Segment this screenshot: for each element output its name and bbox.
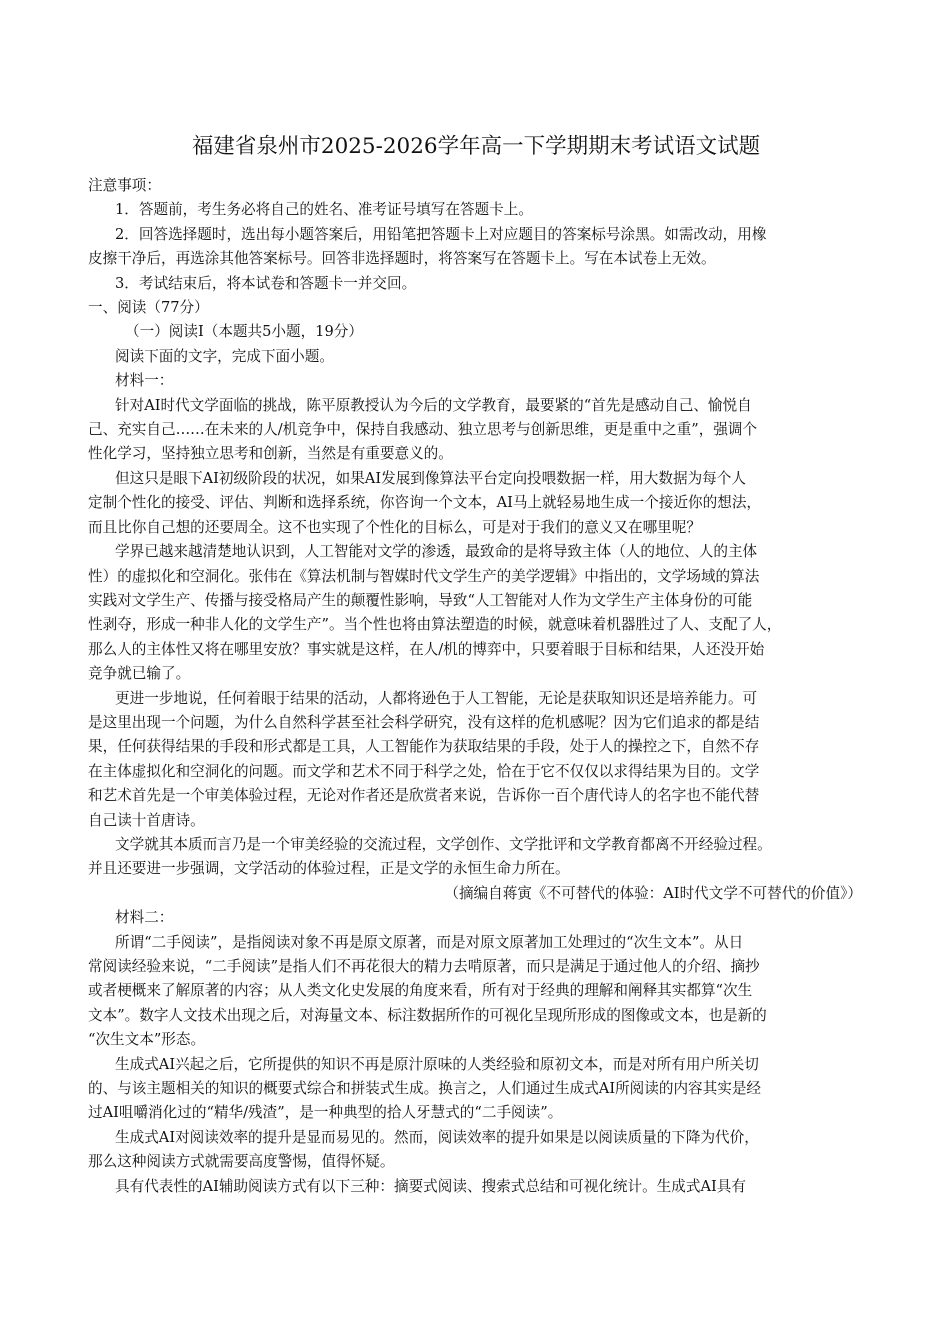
notice-heading: 注意事项： — [88, 177, 161, 194]
text-line: “次生文本”形态。 — [88, 1031, 206, 1049]
text-line: 是这里出现一个问题，为什么自然科学甚至社会科学研究，没有这样的危机感呢？因为它们追求的都是结 — [88, 713, 760, 731]
text-line: 或者梗概来了解原著的内容；从人类文化史发展的角度来看，所有对于经典的理解和阐释其实都算“次生 — [88, 982, 753, 1000]
notice-item-continued: 皮擦干净后，再选涂其他答案标号。回答非选择题时，将答案写在答题卡上。写在本试卷上无效。 — [88, 250, 716, 268]
material-one-paragraph-3 — [88, 540, 864, 686]
material-one-paragraph-2 — [88, 467, 864, 540]
material-one-label: 材料一： — [115, 372, 174, 390]
text-line: 文学就其本质而言乃是一个审美经验的交流过程，文学创作、文学批评和文学教育都离不开经验过程。 — [115, 835, 772, 853]
reading-instruction: 阅读下面的文字，完成下面小题。 — [115, 347, 334, 365]
text-line: 实践对文学生产、传播与接受格局产生的颠覆性影响，导致“人工智能对人作为文学生产主体身份的可能 — [88, 591, 753, 609]
text-line: 那么这种阅读方式就需要高度警惕，值得怀疑。 — [88, 1153, 395, 1171]
notice-item: 3．考试结束后，将本试卷和答题卡一并交回。 — [115, 274, 417, 292]
text-line: 的、与该主题相关的知识的概要式综合和拼装式生成。换言之，人们通过生成式AI所阅读的内容其实是经 — [88, 1080, 762, 1098]
text-line: 定制个性化的接受、评估、判断和选择系统，你咨询一个文本，AI马上就轻易地生成一个接近你的想法， — [88, 494, 762, 512]
text-line: 性剥夺，形成一种非人化的文学生产”。当个性也将由算法塑造的时候，就意味着机器胜过了人、支配了人， — [88, 616, 782, 634]
text-line: 但这只是眼下AI初级阶段的状况，如果AI发展到像算法平台定向投喂数据一样，用大数据为每个人 — [115, 469, 746, 487]
material-two-label: 材料二： — [115, 909, 174, 927]
material-one-paragraph-5 — [88, 833, 864, 882]
text-line: 具有代表性的AI辅助阅读方式有以下三种：摘要式阅读、搜索式总结和可视化统计。生成式AI具有 — [115, 1177, 746, 1195]
text-line: 所谓“二手阅读”，是指阅读对象不再是原文原著，而是对原文原著加工处理过的“次生文本”。从日 — [115, 933, 744, 951]
text-line: 针对AI时代文学面临的挑战，陈平原教授认为今后的文学教育，最要紧的“首先是感动自己、愉悦自 — [115, 396, 752, 414]
material-one-paragraph-1 — [88, 394, 864, 467]
text-line: 并且还要进一步强调，文学活动的体验过程，正是文学的永恒生命力所在。 — [88, 860, 570, 878]
text-line: 学界已越来越清楚地认识到，人工智能对文学的渗透，最致命的是将导致主体（人的地位、人的主体 — [115, 543, 758, 561]
material-two-paragraph-3 — [88, 1126, 864, 1175]
material-two-paragraph-1 — [88, 931, 864, 1053]
notice-item: 1．答题前，考生务必将自己的姓名、准考证号填写在答题卡上。 — [115, 201, 533, 219]
text-line: 那么人的主体性又将在哪里安放？事实就是这样，在人/机的博弈中，只要着眼于目标和结果，人还没开始 — [88, 640, 765, 658]
text-line: 文本”。数字人文技术出现之后，对海量文本、标注数据所作的可视化呈现所形成的图像或文本，也是新的 — [88, 1006, 767, 1024]
text-line: 和艺术首先是一个审美体验过程，无论对作者还是欣赏者来说，告诉你一百个唐代诗人的名字也不能代替 — [88, 787, 760, 805]
text-line: 而且比你自己想的还要周全。这不也实现了个性化的目标么，可是对于我们的意义又在哪里呢？ — [88, 518, 701, 536]
text-line: 自己读十首唐诗。 — [88, 811, 205, 829]
material-one-source: （摘编自蒋寅《不可替代的体验：AI时代文学不可替代的价值》） — [444, 884, 862, 902]
text-line: 性化学习，坚持独立思考和创新，当然是有重要意义的。 — [88, 445, 453, 463]
text-line: 常阅读经验来说，“二手阅读”是指人们不再花很大的精力去啃原著，而只是满足于通过他人的介绍、摘抄 — [88, 958, 760, 975]
text-line: 生成式AI兴起之后，它所提供的知识不再是原汁原味的人类经验和原初文本，而是对所有用户所关切 — [115, 1055, 759, 1073]
material-two-paragraph-4 — [88, 1175, 864, 1199]
text-line: 更进一步地说，任何着眼于结果的活动，人都将逊色于人工智能，无论是获取知识还是培养能力。可 — [115, 689, 758, 707]
subsection-heading: （一）阅读Ⅰ（本题共5小题，19分） — [125, 323, 363, 341]
text-line: 竞争就已输了。 — [88, 665, 191, 683]
material-two-paragraph-2 — [88, 1053, 864, 1126]
text-line: 己、充实自己……在未来的人/机竞争中，保持自我感动、独立思考与创新思维，更是重中之重”，强调个 — [88, 421, 758, 439]
notice-item: 2．回答选择题时，选出每小题答案后，用铅笔把答题卡上对应题目的答案标号涂黑。如需改动，用橡 — [115, 225, 767, 243]
text-line: 过AI咀嚼消化过的“精华/残渣”，是一种典型的拾人牙慧式的“二手阅读”。 — [88, 1104, 563, 1122]
text-line: 性）的虚拟化和空洞化。张伟在《算法机制与智媒时代文学生产的美学逻辑》中指出的，文学场域的算法 — [88, 567, 760, 585]
section-heading: 一、阅读（77分） — [88, 299, 209, 317]
text-line: 果，任何获得结果的手段和形式都是工具，人工智能作为获取结果的手段，处于人的操控之下，自然不存 — [88, 738, 760, 756]
exam-title: 福建省泉州市2025-2026学年高一下学期期末考试语文试题 — [191, 134, 761, 159]
material-one-paragraph-4 — [88, 687, 864, 833]
text-line: 生成式AI对阅读效率的提升是显而易见的。然而，阅读效率的提升如果是以阅读质量的下降为代价， — [115, 1128, 759, 1146]
text-line: 在主体虚拟化和空洞化的问题。而文学和艺术不同于科学之处，恰在于它不仅仅以求得结果为目的。文学 — [88, 762, 760, 780]
